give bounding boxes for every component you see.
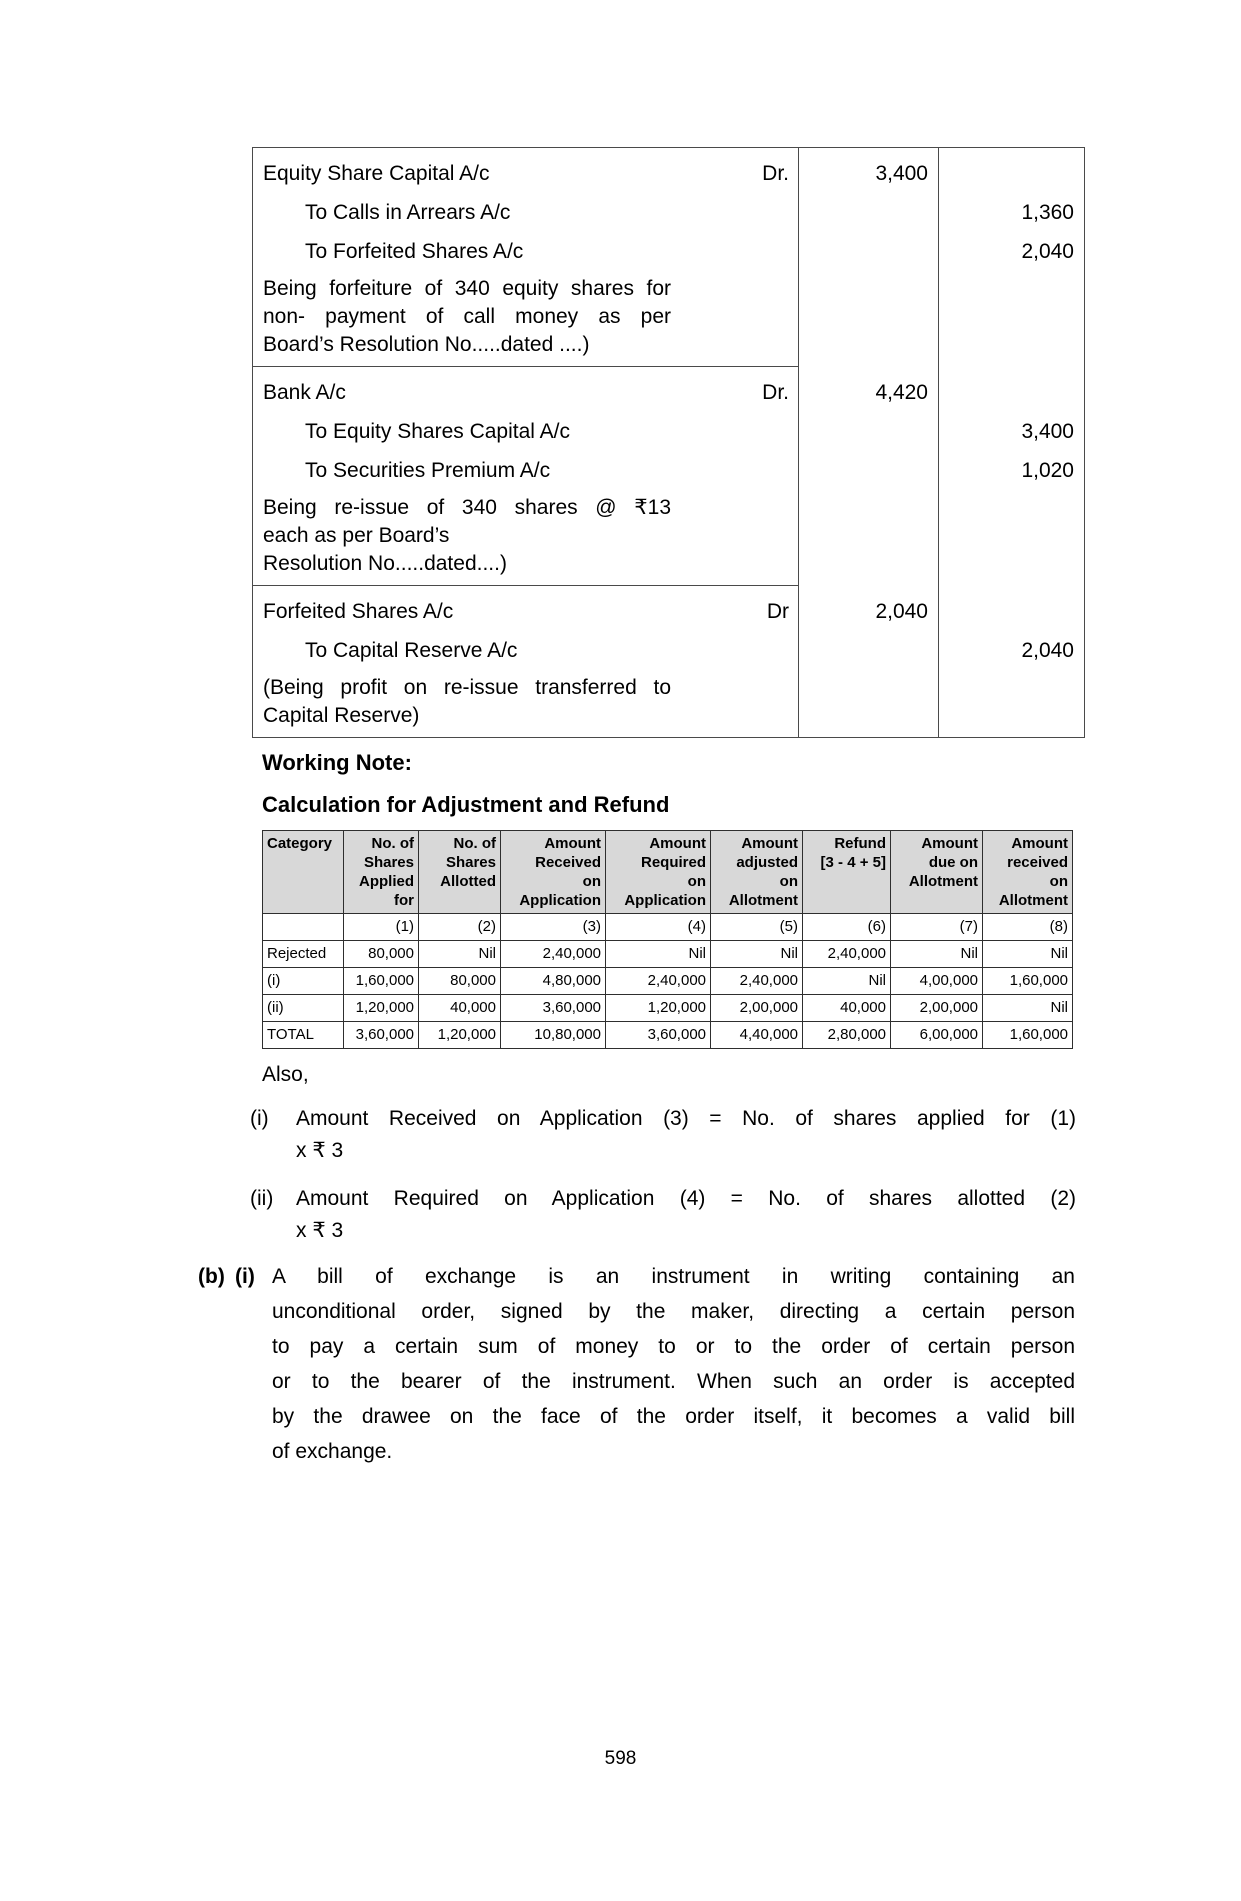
wn-data-cell: Rejected: [263, 941, 344, 968]
journal-narration-line: Being re-issue of 340 shares @ ₹13: [263, 496, 671, 519]
wn-colnum-row: [263, 914, 1073, 941]
wn-data-cell: 2,40,000: [606, 968, 711, 995]
wn-colnum-cell: (5): [711, 914, 803, 941]
journal-debit-amount: 3,400: [875, 162, 928, 185]
journal-debit-amount: 2,040: [875, 600, 928, 623]
journal-entry: [253, 148, 1084, 367]
wn-data-cell: 10,80,000: [501, 1022, 606, 1049]
notes-list: [0, 1103, 1241, 1247]
journal-entries-table: [252, 147, 1085, 738]
part-b-paragraph-line: by the drawee on the face of the order itself, it becomes a valid bill: [272, 1405, 1075, 1428]
note-item-line: x ₹ 3: [296, 1219, 344, 1242]
wn-data-cell: 3,60,000: [606, 1022, 711, 1049]
wn-header-row: [263, 831, 1073, 914]
wn-data-cell: 40,000: [419, 995, 501, 1022]
journal-debit-cell: [799, 367, 939, 586]
wn-header-cell: Amount Required on Application: [606, 831, 711, 914]
journal-narration: [263, 275, 671, 359]
journal-narration-line: Being forfeiture of 340 equity shares for: [263, 277, 671, 300]
wn-colnum-cell: (8): [983, 914, 1073, 941]
part-b-paragraph-line: to pay a certain sum of money to or to the order of certain person: [272, 1335, 1075, 1358]
note-item-line: x ₹ 3: [296, 1139, 344, 1162]
calculation-table: [262, 830, 1073, 1049]
wn-data-cell: 3,60,000: [501, 995, 606, 1022]
journal-narration-line: Resolution No.....dated....): [263, 552, 507, 575]
journal-narration-line: non- payment of call money as per: [263, 305, 671, 328]
journal-narration: [263, 674, 671, 730]
journal-credit-amount: 2,040: [1021, 240, 1074, 263]
wn-data-cell: 2,40,000: [803, 941, 891, 968]
calculation-table-body: [263, 914, 1073, 1049]
wn-data-cell: 3,60,000: [344, 1022, 419, 1049]
part-b-paragraph-line: A bill of exchange is an instrument in writing containing an: [272, 1265, 1075, 1288]
journal-narration-line: (Being profit on re-issue transferred to: [263, 676, 671, 699]
journal-credit-account: To Forfeited Shares A/c: [305, 240, 524, 263]
wn-data-cell: TOTAL: [263, 1022, 344, 1049]
journal-particulars-cell: [253, 367, 799, 586]
wn-data-cell: Nil: [891, 941, 983, 968]
journal-narration: [263, 494, 671, 578]
part-b-paragraph-line: or to the bearer of the instrument. When such an order is accepted: [272, 1370, 1075, 1393]
journal-credit-cell: [939, 367, 1084, 586]
wn-data-cell: 2,40,000: [501, 941, 606, 968]
journal-particulars-cell: [253, 586, 799, 737]
wn-data-cell: 4,40,000: [711, 1022, 803, 1049]
journal-main-line: [263, 592, 789, 631]
wn-header-cell: No. of Shares Applied for: [344, 831, 419, 914]
wn-data-row: [263, 968, 1073, 995]
wn-data-cell: 1,20,000: [419, 1022, 501, 1049]
wn-data-cell: (i): [263, 968, 344, 995]
note-item-label: (i): [250, 1107, 269, 1130]
journal-main-line: [263, 373, 789, 412]
journal-dr-label: Dr: [766, 600, 789, 623]
wn-data-cell: 80,000: [419, 968, 501, 995]
wn-data-cell: 4,80,000: [501, 968, 606, 995]
journal-entry: [253, 586, 1084, 737]
journal-debit-amount: 4,420: [875, 381, 928, 404]
wn-data-cell: Nil: [983, 995, 1073, 1022]
journal-credit-account: To Capital Reserve A/c: [305, 639, 518, 662]
journal-narration-line: each as per Board’s: [263, 524, 450, 547]
journal-credit-amount: 2,040: [1021, 639, 1074, 662]
wn-data-cell: 2,00,000: [711, 995, 803, 1022]
working-note-heading: Working Note:: [262, 750, 412, 775]
wn-colnum-cell: [263, 914, 344, 941]
wn-data-cell: 1,60,000: [983, 1022, 1073, 1049]
part-b-sub-label: (i): [235, 1265, 255, 1288]
wn-header-cell: Refund [3 - 4 + 5]: [803, 831, 891, 914]
journal-credit-amount: 1,360: [1021, 201, 1074, 224]
note-item-text: [296, 1183, 1076, 1247]
journal-credit-cell: [939, 586, 1084, 737]
wn-data-cell: 1,20,000: [606, 995, 711, 1022]
part-b-label: (b): [198, 1265, 225, 1288]
journal-particulars-cell: [253, 148, 799, 367]
wn-data-cell: 2,80,000: [803, 1022, 891, 1049]
journal-credit-account: To Calls in Arrears A/c: [305, 201, 511, 224]
part-b-paragraph-line: unconditional order, signed by the maker, directing a certain person: [272, 1300, 1075, 1323]
journal-narration-line: Board’s Resolution No.....dated ....): [263, 333, 590, 356]
journal-account-name: Equity Share Capital A/c: [263, 162, 490, 185]
wn-colnum-cell: (2): [419, 914, 501, 941]
wn-colnum-cell: (4): [606, 914, 711, 941]
wn-data-row: [263, 1022, 1073, 1049]
journal-credit-account: To Equity Shares Capital A/c: [305, 420, 570, 443]
journal-dr-label: Dr.: [762, 381, 789, 404]
wn-header-cell: Amount received on Allotment: [983, 831, 1073, 914]
wn-header-cell: Amount Received on Application: [501, 831, 606, 914]
journal-credit-cell: [939, 148, 1084, 367]
wn-data-cell: Nil: [419, 941, 501, 968]
part-b-paragraph: [272, 1259, 1075, 1469]
wn-data-row: [263, 941, 1073, 968]
journal-account-name: Bank A/c: [263, 381, 346, 404]
journal-credit-amount: 3,400: [1021, 420, 1074, 443]
wn-data-cell: 1,20,000: [344, 995, 419, 1022]
part-b-paragraph-line: of exchange.: [272, 1440, 393, 1463]
wn-data-cell: 2,40,000: [711, 968, 803, 995]
journal-main-line: [263, 154, 789, 193]
wn-data-cell: 1,60,000: [983, 968, 1073, 995]
wn-header-cell: Category: [263, 831, 344, 914]
wn-data-cell: 6,00,000: [891, 1022, 983, 1049]
wn-data-cell: 1,60,000: [344, 968, 419, 995]
calculation-table-header: [263, 831, 1073, 914]
journal-debit-cell: [799, 586, 939, 737]
document-page: [0, 147, 1241, 1901]
wn-data-cell: Nil: [606, 941, 711, 968]
also-label: Also,: [262, 1063, 309, 1086]
note-item: [250, 1183, 1241, 1247]
wn-data-cell: 2,00,000: [891, 995, 983, 1022]
wn-data-cell: 4,00,000: [891, 968, 983, 995]
journal-credit-spacer: [939, 154, 1074, 193]
part-b-item: [198, 1259, 1241, 1469]
journal-account-name: Forfeited Shares A/c: [263, 600, 454, 623]
note-item-line: Amount Required on Application (4) = No. of shares allotted (2): [296, 1187, 1076, 1210]
wn-header-cell: No. of Shares Allotted: [419, 831, 501, 914]
page-number: 598: [604, 1748, 637, 1769]
note-item-label: (ii): [250, 1187, 274, 1210]
wn-header-cell: Amount adjusted on Allotment: [711, 831, 803, 914]
note-item-text: [296, 1103, 1076, 1167]
journal-debit-cell: [799, 148, 939, 367]
wn-data-cell: (ii): [263, 995, 344, 1022]
journal-entry: [253, 367, 1084, 586]
wn-data-cell: 40,000: [803, 995, 891, 1022]
journal-credit-amount: 1,020: [1021, 459, 1074, 482]
note-item-line: Amount Received on Application (3) = No. of shares applied for (1): [296, 1107, 1076, 1130]
wn-header-cell: Amount due on Allotment: [891, 831, 983, 914]
wn-data-row: [263, 995, 1073, 1022]
wn-colnum-cell: (6): [803, 914, 891, 941]
wn-data-cell: 80,000: [344, 941, 419, 968]
wn-data-cell: Nil: [711, 941, 803, 968]
journal-narration-line: Capital Reserve): [263, 704, 420, 727]
working-note-subheading: Calculation for Adjustment and Refund: [262, 792, 670, 817]
wn-colnum-cell: (3): [501, 914, 606, 941]
wn-data-cell: Nil: [803, 968, 891, 995]
note-item: [250, 1103, 1241, 1167]
journal-credit-account: To Securities Premium A/c: [305, 459, 551, 482]
journal-credit-spacer: [939, 373, 1074, 412]
journal-credit-spacer: [939, 592, 1074, 631]
journal-dr-label: Dr.: [762, 162, 789, 185]
wn-data-cell: Nil: [983, 941, 1073, 968]
wn-colnum-cell: (7): [891, 914, 983, 941]
wn-colnum-cell: (1): [344, 914, 419, 941]
